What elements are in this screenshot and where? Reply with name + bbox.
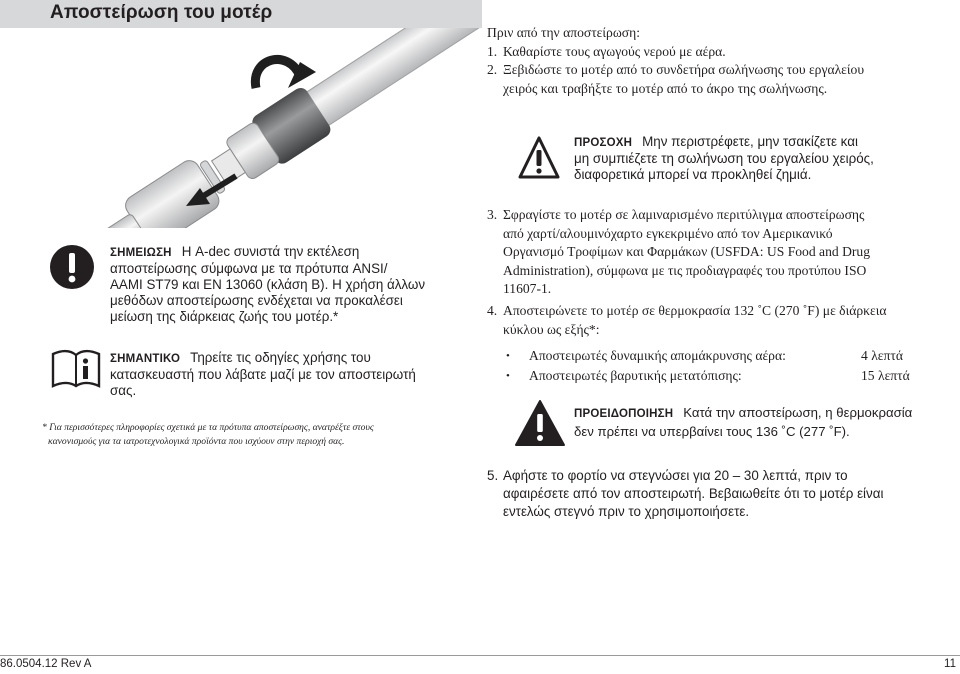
step-number: 2. [487,62,498,77]
bullet: • [506,350,510,362]
warning-line: Κατά την αποστείρωση, η θερμοκρασία [683,405,913,420]
step-number: 3. [487,207,498,222]
warning-text [574,404,946,441]
step-line: Οργανισμό Τροφίμων και Φαρμάκων (USFDA: US Food and Drug [503,244,871,259]
step-line: 11607-1. [503,281,552,296]
page-title: Αποστείρωση του μοτέρ [50,2,273,23]
caution-line: Μην περιστρέφετε, μην τσακίζετε και [642,134,858,149]
step-3 [487,206,947,299]
footnote-line: κανονισμούς για τα ιατροτεχνολογικά προϊόντα που ισχύουν στην περιοχή σας. [48,436,345,447]
step-number: 5. [487,468,499,483]
important-line: Τηρείτε τις οδηγίες χρήσης του [190,350,371,365]
list-item [506,366,936,386]
cycle-list [506,346,936,386]
note-line: AAMI ST79 και EN 13060 (κλάση Β). Η χρήση άλλων [110,277,426,292]
note-line: μείωση της διάρκειας ζωής του μοτέρ.* [110,309,339,324]
important-label: ΣΗΜΑΝΤΙΚΟ [110,353,181,365]
step-line: αφαιρέσετε από τον αποστειρωτή. Βεβαιωθείτε ότι το μοτέρ είναι [503,486,884,501]
important-text [110,350,470,399]
list-item [506,346,936,366]
step-line: Καθαρίστε τους αγωγούς νερού με αέρα. [503,43,726,59]
step-line: Σφραγίστε το μοτέρ σε λαμιναρισμένο περιτύλιγμα αποστείρωσης [503,207,865,222]
step-5 [487,467,947,521]
caution-text [574,134,944,183]
step-number: 1. [487,43,498,59]
footnote-line: * Για περισσότερες πληροφορίες σχετικά με τα πρότυπα αποστείρωσης, ανατρέξτε στους [42,422,374,433]
bullet: • [506,370,510,382]
note-text [110,244,470,325]
note-line: μεθόδων αποστείρωσης ενδέχεται να προκαλέσει [110,293,403,308]
warning-label: ΠΡΟΕΙΔΟΠΟΙΗΣΗ [574,408,674,420]
cycle-label: Αποστειρωτές βαρυτικής μετατόπισης: [529,368,742,383]
important-line: σας. [110,383,137,398]
step-line: Αφήστε το φορτίο να στεγνώσει για 20 – 30 λεπτά, πριν το [503,468,848,483]
step-4 [487,302,947,339]
cycle-value: 4 λεπτά [861,348,903,363]
note-line: αποστείρωσης σύμφωνα με τα πρότυπα ANSI/ [110,261,388,276]
before-heading: Πριν από την αποστείρωση: [487,25,640,40]
caution-label: ΠΡΟΣΟΧΗ [574,137,633,149]
important-line: κατασκευαστή που λάβατε μαζί με τον αποστειρωτή [110,367,416,382]
warning-icon [514,399,566,452]
step-line: Ξεβιδώστε το μοτέρ από το συνδετήρα σωλήνωσης του εργαλείου [503,62,865,77]
step-line: Αποστειρώνετε το μοτέρ σε θερμοκρασία 132 ˚C (270 ˚F) με διάρκεια [503,303,887,318]
footer-doc-number: 86.0504.12 Rev A [0,658,92,670]
footer-rule [0,655,960,656]
footer-page-number: 11 [944,658,956,670]
note-icon [50,245,94,294]
step-number: 4. [487,303,498,318]
before-sterilization [487,24,947,98]
caution-icon [517,135,561,186]
caution-line: μη συμπιέζετε τη σωλήνωση του εργαλείου χειρός, [574,151,874,166]
step-line: χειρός και τραβήξτε το μοτέρ από το άκρο της σωλήνωσης. [503,80,828,96]
caution-line: διαφορετικά μπορεί να προκληθεί ζημιά. [574,167,812,182]
step-line: από χαρτί/αλουμινόχαρτο εγκεκριμένο από τον Αμερικανικό [503,225,833,241]
manual-info-icon [50,348,102,395]
step-line: κύκλου ως εξής*: [503,321,600,337]
note-line: Η A-dec συνιστά την εκτέλεση [181,244,360,259]
motor-unscrew-illustration [88,28,480,228]
cycle-value: 15 λεπτά [861,368,910,383]
note-label: ΣΗΜΕΙΩΣΗ [110,247,172,259]
footnote [42,421,462,449]
step-line: Administration), σύμφωνα με τις προδιαγραφές του προτύπου ISO [503,262,867,278]
cycle-label: Αποστειρωτές δυναμικής απομάκρυνσης αέρα: [529,348,786,363]
step-line: εντελώς στεγνό πριν το χρησιμοποιήσετε. [503,504,750,519]
warning-line: δεν πρέπει να υπερβαίνει τους 136 ˚C (277 ˚F). [574,424,850,439]
